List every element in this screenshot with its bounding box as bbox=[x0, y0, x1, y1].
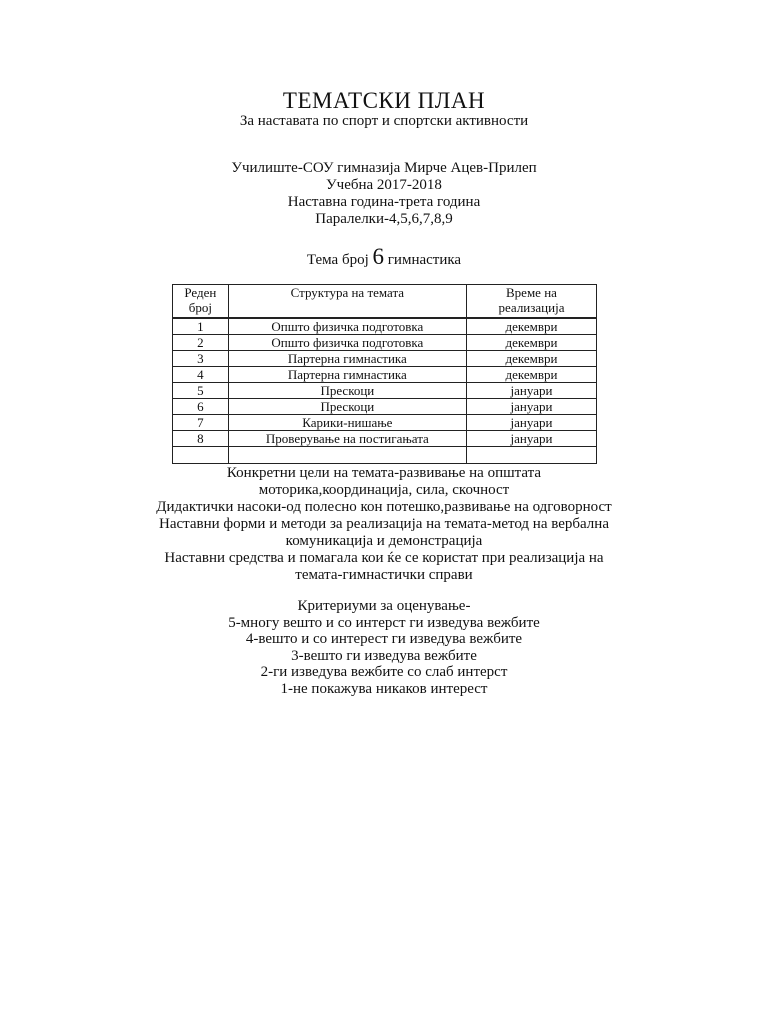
classes: Паралелки-4,5,6,7,8,9 bbox=[315, 211, 453, 227]
criteria-item: 2-ги изведува вежбите со слаб интерст bbox=[260, 664, 508, 680]
table-row-empty bbox=[173, 447, 597, 464]
topic-name: гимнастика bbox=[387, 252, 462, 268]
criteria-item: 4-вешто и со интерест ги изведува вежбите bbox=[245, 631, 523, 647]
plan-table bbox=[172, 284, 597, 464]
resources-line-2: темата-гимнастички справи bbox=[295, 567, 473, 583]
table-row bbox=[173, 351, 597, 367]
row-structure: Прескоци bbox=[228, 399, 466, 415]
row-time: декември bbox=[466, 351, 596, 367]
topic-description bbox=[100, 465, 668, 584]
row-time: јануари bbox=[466, 415, 596, 431]
grading-criteria bbox=[100, 598, 668, 697]
table-row bbox=[173, 335, 597, 351]
table-row bbox=[173, 431, 597, 447]
goals-line-2: моторика,координација, сила, скочност bbox=[258, 482, 510, 498]
table-row bbox=[173, 415, 597, 431]
header-structure: Структура на темата bbox=[228, 285, 466, 319]
document-subtitle: За наставата по спорт и спортски активности bbox=[239, 113, 529, 129]
header-time: Време на реализација bbox=[466, 285, 596, 319]
row-number: 4 bbox=[173, 367, 229, 383]
school-year: Учебна 2017-2018 bbox=[326, 177, 442, 193]
school-name: Училиште-СОУ гимназија Мирче Ацев-Прилеп bbox=[231, 160, 537, 176]
table-row bbox=[173, 367, 597, 383]
topic-number: 6 bbox=[372, 244, 385, 269]
row-time: декември bbox=[466, 367, 596, 383]
row-time: јануари bbox=[466, 399, 596, 415]
row-number: 6 bbox=[173, 399, 229, 415]
topic-line bbox=[0, 244, 768, 270]
school-info bbox=[0, 160, 768, 228]
row-number: 3 bbox=[173, 351, 229, 367]
row-time: јануари bbox=[466, 383, 596, 399]
topic-prefix: Тема број bbox=[306, 252, 369, 268]
table-row bbox=[173, 383, 597, 399]
criteria-item: 5-многу вешто и со интерст ги изведува вежбите bbox=[228, 614, 540, 631]
methods-line-2: комуникација и демонстрација bbox=[285, 533, 483, 549]
row-structure: Карики-нишање bbox=[228, 415, 466, 431]
header-number: Реден број bbox=[173, 285, 229, 319]
methods-line-1: Наставни форми и методи за реализација на темата-метод на вербална bbox=[159, 516, 609, 532]
criteria-item: 3-вешто ги изведува вежбите bbox=[291, 647, 477, 664]
criteria-item: 1-не покажува никаков интерест bbox=[280, 680, 488, 697]
goals-line-1: Конкретни цели на темата-развивање на општата bbox=[226, 465, 542, 481]
table-header-row bbox=[173, 285, 597, 319]
row-number: 8 bbox=[173, 431, 229, 447]
document-title: ТЕМАТСКИ ПЛАН bbox=[282, 88, 486, 113]
row-number: 7 bbox=[173, 415, 229, 431]
row-structure: Партерна гимнастика bbox=[228, 367, 466, 383]
criteria-heading: Критериуми за оценување- bbox=[297, 598, 471, 614]
row-structure: Општо физичка подготовка bbox=[228, 318, 466, 335]
row-time: декември bbox=[466, 335, 596, 351]
row-time: јануари bbox=[466, 431, 596, 447]
row-structure: Општо физичка подготовка bbox=[228, 335, 466, 351]
teaching-year: Наставна година-трета година bbox=[287, 194, 481, 210]
row-structure: Прескоци bbox=[228, 383, 466, 399]
row-structure: Проверување на постигањата bbox=[228, 431, 466, 447]
resources-line-1: Наставни средства и помагала кои ќе се користат при реализација на bbox=[164, 550, 604, 566]
row-structure: Партерна гимнастика bbox=[228, 351, 466, 367]
table-row bbox=[173, 399, 597, 415]
table-row bbox=[173, 318, 597, 335]
didactic-guidelines: Дидактички насоки-од полесно кон потешко,развивање на одговорност bbox=[156, 499, 612, 515]
row-time: декември bbox=[466, 318, 596, 335]
row-number: 1 bbox=[173, 318, 229, 335]
row-number: 2 bbox=[173, 335, 229, 351]
row-number: 5 bbox=[173, 383, 229, 399]
